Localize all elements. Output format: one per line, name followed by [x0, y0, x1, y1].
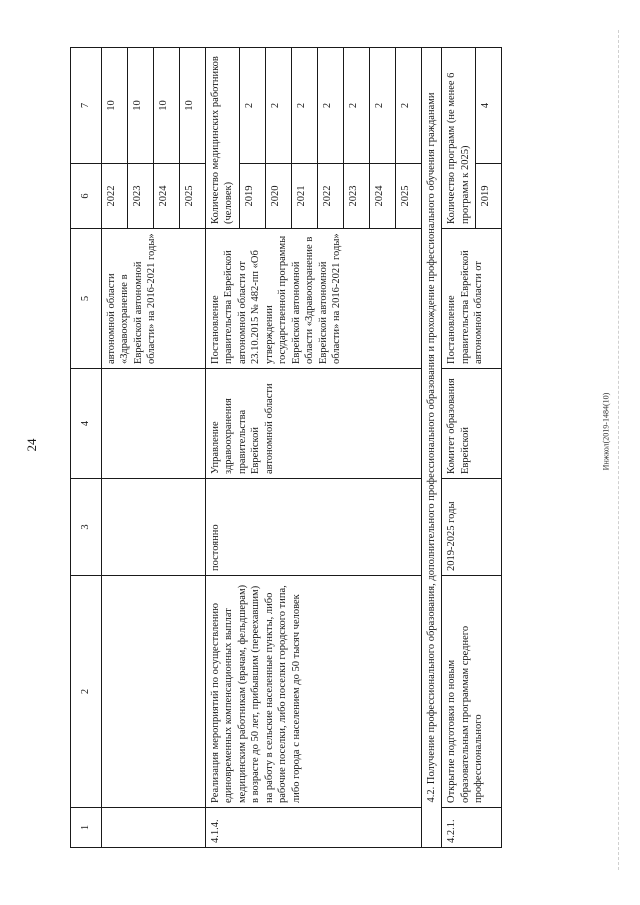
section-title: 4.2. Получение профессионального образования, дополнительного профессионального образования и прохождение профессионального обучения гражданами	[421, 48, 441, 848]
item-number: 4.1.4.	[206, 808, 422, 848]
program-measures-table	[70, 47, 502, 848]
value-cell: 2	[317, 48, 343, 164]
year-cell: 2022	[317, 164, 343, 229]
table-row	[102, 48, 128, 848]
empty-cell	[102, 808, 206, 848]
scan-edge-marks	[618, 30, 621, 870]
year-cell: 2019	[476, 164, 502, 229]
year-cell: 2025	[180, 164, 206, 229]
value-cell: 10	[102, 48, 128, 164]
header-cell: 7	[71, 48, 102, 164]
rotated-table-container	[70, 48, 595, 848]
measure-name: Реализация мероприятий по осуществлению единовременных компенсационных выплат медицинским работникам (врачам, фельдшерам) в возрасте до 50 лет, прибывшим (переехавшим) на работу в сельские населенные пункты, либо рабочие поселки, либо поселки городского типа, либо города с населением до 50 тысяч человек	[206, 576, 422, 808]
indicator-cell: Количество программ (не менее 6 программ к 2025)	[442, 48, 476, 229]
value-cell: 2	[239, 48, 265, 164]
basis-cell: Постановление правительства Еврейской автономной области от	[442, 229, 502, 369]
header-cell: 3	[71, 479, 102, 576]
header-cell: 6	[71, 164, 102, 229]
header-row	[71, 48, 102, 848]
year-cell: 2021	[291, 164, 317, 229]
measure-name: Открытие подготовки по новым образовательным программам среднего профессионального	[442, 576, 502, 808]
document-code: Инжкол(2019-1484(10)	[601, 392, 611, 471]
basis-cell: Постановление правительства Еврейской автономной области от 23.10.2015 № 482-пп «Об утверждении государственной программы Еврейской автономной области «Здравоохранение в Еврейской автономной области» на 2016-2021 годы»	[206, 229, 422, 369]
table-row	[442, 48, 476, 848]
section-row	[421, 48, 441, 848]
term-cell: постоянно	[206, 479, 422, 576]
value-cell: 10	[180, 48, 206, 164]
item-number: 4.2.1.	[442, 808, 502, 848]
value-cell: 2	[291, 48, 317, 164]
header-cell: 1	[71, 808, 102, 848]
value-cell: 4	[476, 48, 502, 164]
year-cell: 2022	[102, 164, 128, 229]
value-cell: 10	[128, 48, 154, 164]
value-cell: 2	[369, 48, 395, 164]
indicator-cell: Количество медицинских работников (человек)	[206, 48, 240, 229]
value-cell: 2	[343, 48, 369, 164]
value-cell: 2	[265, 48, 291, 164]
value-cell: 2	[395, 48, 421, 164]
year-cell: 2019	[239, 164, 265, 229]
executor-cell: Комитет образования Еврейской	[442, 369, 502, 479]
year-cell: 2024	[369, 164, 395, 229]
value-cell: 10	[154, 48, 180, 164]
table-row	[206, 48, 240, 848]
year-cell: 2023	[343, 164, 369, 229]
header-cell: 2	[71, 576, 102, 808]
basis-cell: автономной области «Здравоохранение в Еврейской автономной области» на 2016-2021 годы»	[102, 229, 206, 369]
header-cell: 4	[71, 369, 102, 479]
empty-cell	[102, 369, 206, 479]
executor-cell: Управление здравоохранения правительства Еврейской автономной области	[206, 369, 422, 479]
year-cell: 2020	[265, 164, 291, 229]
year-cell: 2024	[154, 164, 180, 229]
term-cell: 2019-2025 годы	[442, 479, 502, 576]
page-number: 24	[24, 438, 39, 452]
empty-cell	[102, 479, 206, 576]
empty-cell	[102, 576, 206, 808]
year-cell: 2023	[128, 164, 154, 229]
year-cell: 2025	[395, 164, 421, 229]
header-cell: 5	[71, 229, 102, 369]
